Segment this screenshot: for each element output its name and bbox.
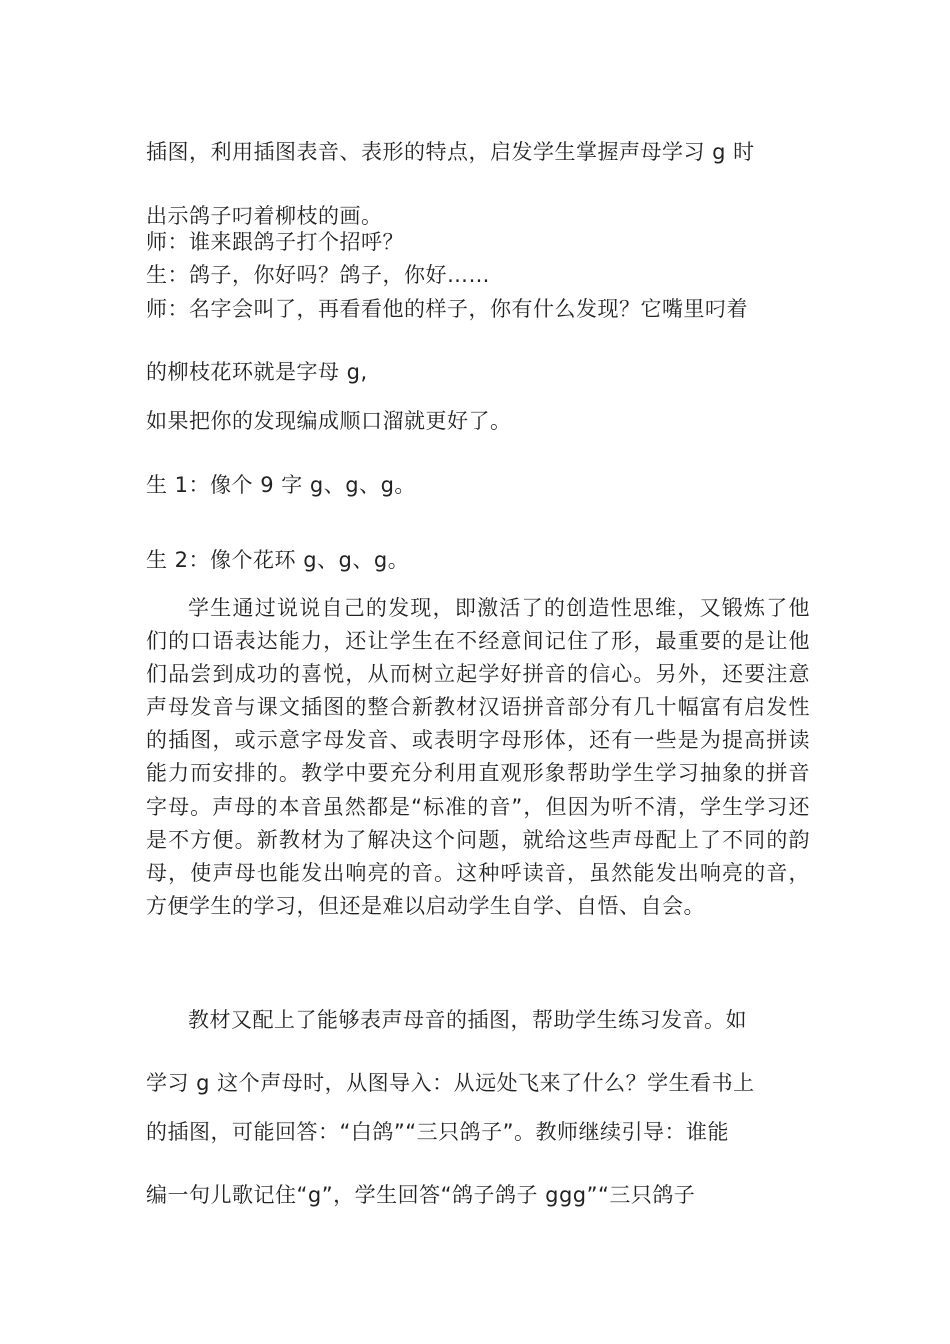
text-line: 的柳枝花环就是字母 g, [146, 360, 368, 384]
text-line: 插图，利用插图表音、表形的特点，启发学生掌握声母学习 g 时 [146, 140, 755, 164]
text-line: 教材又配上了能够表声母音的插图，帮助学生练习发音。如 [188, 1008, 747, 1032]
text-line: 编一句儿歌记住“g”，学生回答“鸽子鸽子 ggg”“三只鸽子 [146, 1183, 696, 1207]
text-line: 师：名字会叫了，再看看他的样子，你有什么发现？它嘴里叼着 [146, 297, 748, 321]
text-line: 师：谁来跟鸽子打个招呼？ [146, 230, 404, 254]
text-line: 生 1：像个 9 字 g、g、g。 [146, 473, 416, 497]
text-line: 出示鸽子叼着柳枝的画。 [146, 204, 383, 228]
text-line: 如果把你的发现编成顺口溜就更好了。 [146, 409, 512, 433]
text-line: 学习 g 这个声母时，从图导入：从远处飞来了什么？学生看书上 [146, 1071, 755, 1095]
body-paragraph [146, 592, 810, 923]
text-line: 生：鸽子，你好吗？鸽子，你好…… [146, 263, 490, 287]
text-line: 生 2：像个花环 g、g、g。 [146, 548, 410, 572]
paragraph-text: 学生通过说说自己的发现，即激活了的创造性思维，又锻炼了他们的口语表达能力，还让学生在不经意间记住了形，最重要的是让他们品尝到成功的喜悦，从而树立起学好拼音的信心。另外，还要注意声母发音与课文插图的整合新教材汉语拼音部分有几十幅富有启发性的插图，或示意字母发音、或表明字母形体，还有一些是为提高拼读能力而安排的。教学中要充分利用直观形象帮助学生学习抽象的拼音字母。声母的本音虽然都是“标准的音”，但因为听不清，学生学习还是不方便。新教材为了解决这个问题，就给这些声母配上了不同的韵母，使声母也能发出响亮的音。这种呼读音，虽然能发出响亮的音，方便学生的学习，但还是难以启动学生自学、自悟、自会。 [146, 596, 810, 918]
text-line: 的插图，可能回答：“白鸽”“三只鸽子”。教师继续引导：谁能 [146, 1120, 730, 1144]
